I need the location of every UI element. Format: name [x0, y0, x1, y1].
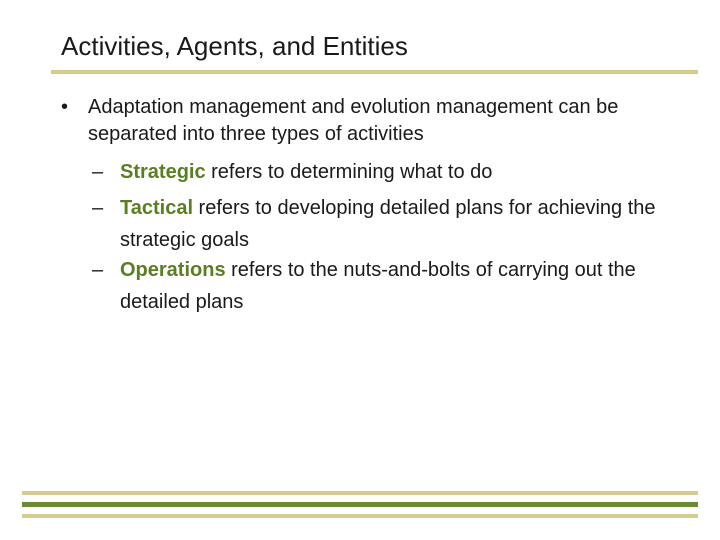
slide-title: Activities, Agents, and Entities [61, 31, 408, 61]
term-strategic: Strategic [120, 161, 206, 183]
footer-band-tan-top [22, 491, 698, 495]
sub-bullet-line [92, 254, 682, 318]
sub-bullet-text: refers to determining what to do [205, 161, 493, 183]
term-operations: Operations [120, 259, 226, 281]
bullet-item [61, 94, 681, 148]
sub-bullet-tactical [92, 192, 682, 256]
sub-bullet-line [92, 156, 682, 188]
dash-marker: – [92, 259, 104, 281]
sub-bullet-text: refers to developing detailed plans for achieving the strategic goals [120, 197, 656, 251]
sub-bullet-strategic [92, 156, 682, 188]
bullet-text: Adaptation management and evolution management can be separated into three types of activities [88, 96, 619, 145]
footer-band-green [22, 502, 698, 507]
sub-bullet-line [92, 192, 682, 256]
bullet-marker: • [61, 96, 69, 118]
dash-marker: – [92, 197, 104, 219]
sub-bullet-operations [92, 254, 682, 318]
sub-bullet-text: refers to the nuts-and-bolts of carrying out the detailed plans [120, 259, 636, 313]
footer-band-tan-bottom [22, 514, 698, 518]
term-tactical: Tactical [120, 197, 193, 219]
dash-marker: – [92, 161, 104, 183]
